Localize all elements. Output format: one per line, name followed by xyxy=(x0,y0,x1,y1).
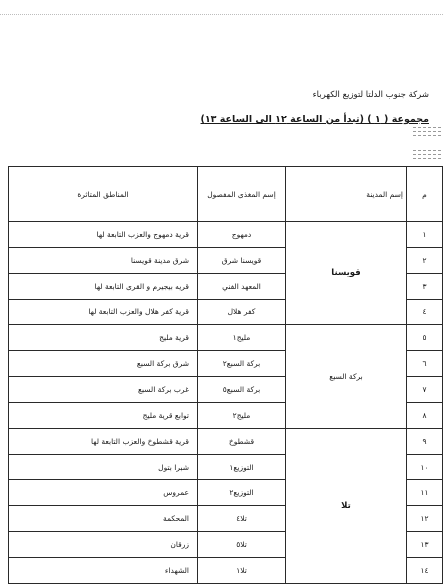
feeder-cell: بركة السبع٥ xyxy=(198,377,286,403)
header-feeder: إسم المغذى المفصول xyxy=(198,167,286,222)
areas-cell: غرب بركة السبع xyxy=(9,377,198,403)
areas-cell: شرق مدينة قويسنا xyxy=(9,247,198,273)
row-num: ١٠ xyxy=(407,454,443,480)
row-num: ١١ xyxy=(407,480,443,506)
feeder-cell: التوزيع١ xyxy=(198,454,286,480)
city-cell: قويسنا xyxy=(286,222,407,325)
areas-cell: قرية قشطوخ والعزب التابعة لها xyxy=(9,428,198,454)
feeder-cell: بركة السبع٢ xyxy=(198,351,286,377)
areas-cell: توابع قرية مليج xyxy=(9,402,198,428)
row-num: ٨ xyxy=(407,402,443,428)
areas-cell: زرقان xyxy=(9,532,198,558)
row-num: ٣ xyxy=(407,273,443,299)
feeder-cell: قويسنا شرق xyxy=(198,247,286,273)
feeder-cell: تلا١ xyxy=(198,557,286,583)
row-num: ٧ xyxy=(407,377,443,403)
header-areas: المناطق المتاثرة xyxy=(9,167,198,222)
row-num: ١٤ xyxy=(407,557,443,583)
row-num: ٤ xyxy=(407,299,443,325)
areas-cell: شرق بركة السبع xyxy=(9,351,198,377)
feeder-cell: تلا٥ xyxy=(198,532,286,558)
areas-cell: قرية مليج xyxy=(9,325,198,351)
margin-marks-bottom xyxy=(413,150,441,162)
table-header-row xyxy=(9,167,443,222)
header-num: م xyxy=(407,167,443,222)
feeder-cell: كفر هلال xyxy=(198,299,286,325)
areas-cell: الشهداء xyxy=(9,557,198,583)
row-num: ٦ xyxy=(407,351,443,377)
scan-edge-top xyxy=(0,14,443,15)
areas-cell: عمروس xyxy=(9,480,198,506)
feeder-cell: المعهد الفني xyxy=(198,273,286,299)
areas-cell: قريه بيجيرم و القرى التابعة لها xyxy=(9,273,198,299)
row-num: ١٣ xyxy=(407,532,443,558)
row-num: ٥ xyxy=(407,325,443,351)
areas-cell: شبرا بتول xyxy=(9,454,198,480)
feeder-cell: تلا٤ xyxy=(198,506,286,532)
row-num: ١ xyxy=(407,222,443,248)
feeder-cell: مليج١ xyxy=(198,325,286,351)
margin-marks-top xyxy=(413,127,441,139)
feeder-cell: قشطوخ xyxy=(198,428,286,454)
row-num: ٢ xyxy=(407,247,443,273)
city-cell: تلا xyxy=(286,428,407,583)
company-name: شركة جنوب الدلتا لتوزيع الكهرباء xyxy=(312,90,429,100)
feeder-cell: مليج٢ xyxy=(198,402,286,428)
group-title: مجموعة ( ١ ) (تبدأ من الساعة ١٢ الى الساعة ١٣) xyxy=(200,114,429,125)
table-row xyxy=(9,325,443,351)
areas-cell: قرية كفر هلال والعزب التابعة لها xyxy=(9,299,198,325)
areas-cell: قرية دمهوج والعزب التابعة لها xyxy=(9,222,198,248)
table-row xyxy=(9,222,443,248)
city-cell: بركة السبع xyxy=(286,325,407,428)
table-row xyxy=(9,428,443,454)
row-num: ١٢ xyxy=(407,506,443,532)
feeder-cell: دمهوج xyxy=(198,222,286,248)
row-num: ٩ xyxy=(407,428,443,454)
feeder-cell: التوزيع٢ xyxy=(198,480,286,506)
areas-cell: المحكمة xyxy=(9,506,198,532)
outage-table xyxy=(8,166,443,584)
header-city: إسم المدينة xyxy=(286,167,407,222)
